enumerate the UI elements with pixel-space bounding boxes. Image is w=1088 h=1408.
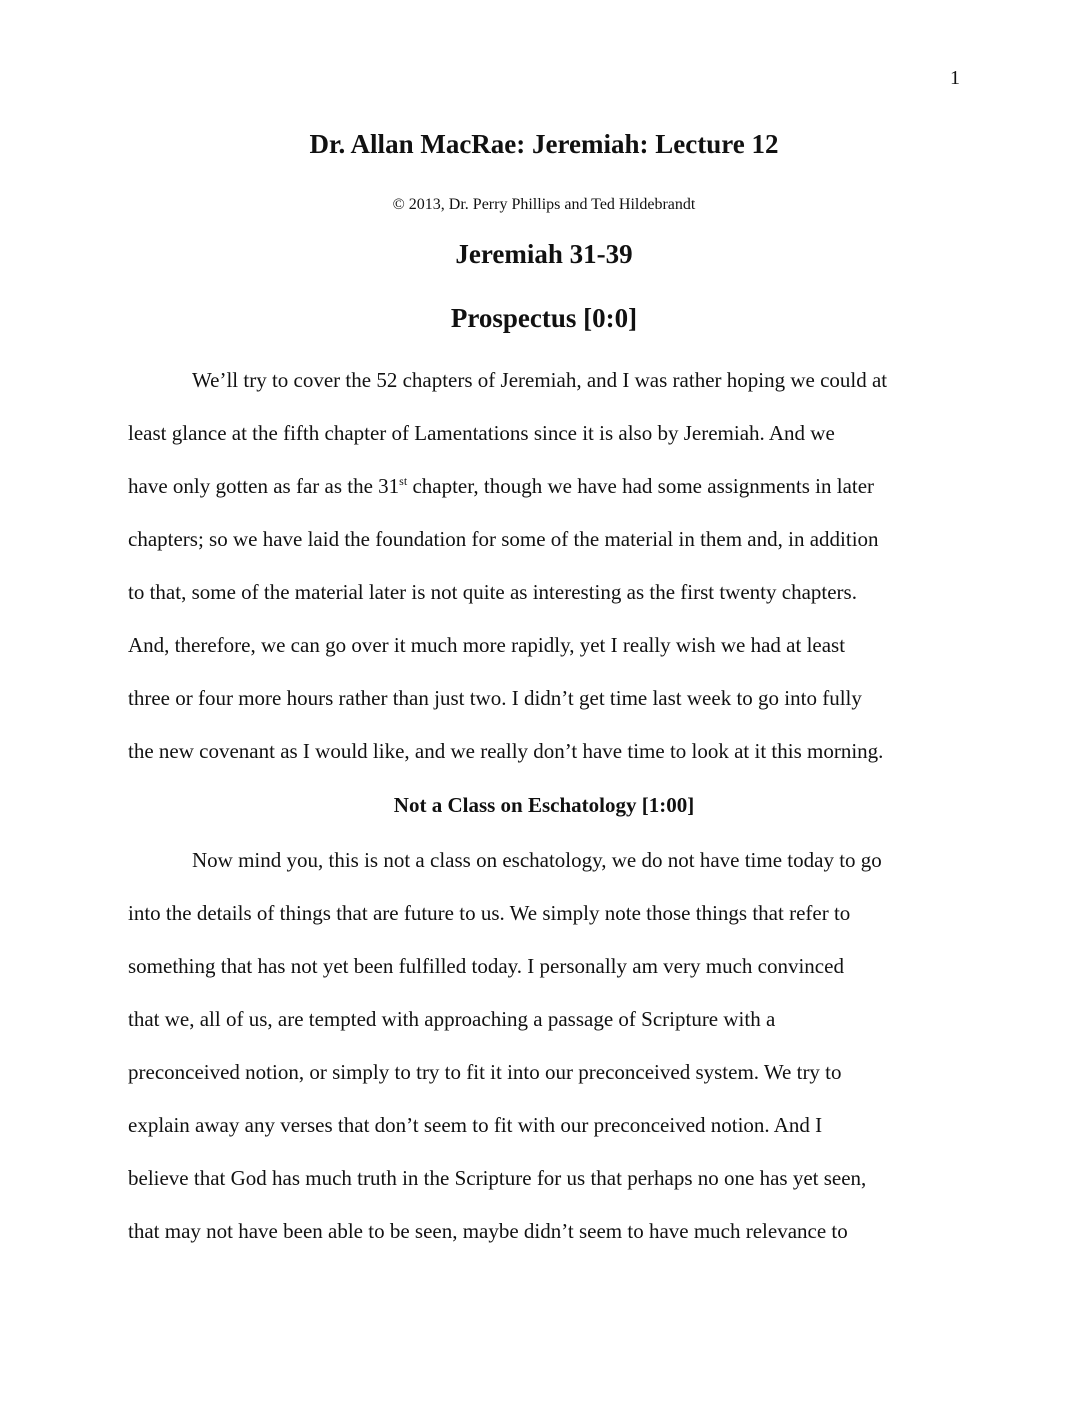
paragraph-line: into the details of things that are future to us. We simply note those things that refer to [128,901,851,925]
paragraph-line: the new covenant as I would like, and we really don’t have time to look at it this morning. [128,739,884,763]
paragraph-prospectus [128,363,964,787]
ordinal-suffix: st [399,474,408,488]
paragraph-line: chapters; so we have laid the foundation for some of the material in them and, in addition [128,527,879,551]
paragraph-line: to that, some of the material later is not quite as interesting as the first twenty chapters. [128,580,857,604]
paragraph-line: believe that God has much truth in the Scripture for us that perhaps no one has yet seen, [128,1166,867,1190]
paragraph-line: Now mind you, this is not a class on eschatology, we do not have time today to go [192,848,882,872]
paragraph-line: three or four more hours rather than just two. I didn’t get time last week to go into fully [128,686,862,710]
paragraph-line: that may not have been able to be seen, maybe didn’t seem to have much relevance to [128,1219,848,1243]
paragraph-line: that we, all of us, are tempted with approaching a passage of Scripture with a [128,1007,776,1031]
section-heading: Prospectus [0:0] [450,303,638,333]
subheading-eschatology: Not a Class on Eschatology [1:00] [393,793,695,817]
paragraph-line: explain away any verses that don’t seem to fit with our preconceived notion. And I [128,1113,823,1137]
lecture-title: Dr. Allan MacRae: Jeremiah: Lecture 12 [309,129,779,159]
paragraph-line: preconceived notion, or simply to try to fit it into our preconceived system. We try to [128,1060,842,1084]
line-text: chapter, though we have had some assignments in later [407,474,875,498]
paragraph-line: We’ll try to cover the 52 chapters of Jeremiah, and I was rather hoping we could at [192,368,888,392]
paragraph-line: something that has not yet been fulfilled today. I personally am very much convinced [128,954,844,978]
copyright-line: © 2013, Dr. Perry Phillips and Ted Hildebrandt [392,196,696,213]
paragraph-line: And, therefore, we can go over it much more rapidly, yet I really wish we had at least [128,633,846,657]
line-text: have only gotten as far as the 31 [128,474,400,498]
page-number: 1 [950,67,960,89]
passage-heading: Jeremiah 31-39 [455,239,633,269]
paragraph-line: least glance at the fifth chapter of Lamentations since it is also by Jeremiah. And we [128,421,835,445]
paragraph-line [128,469,964,522]
paragraph-eschatology [128,843,964,1267]
